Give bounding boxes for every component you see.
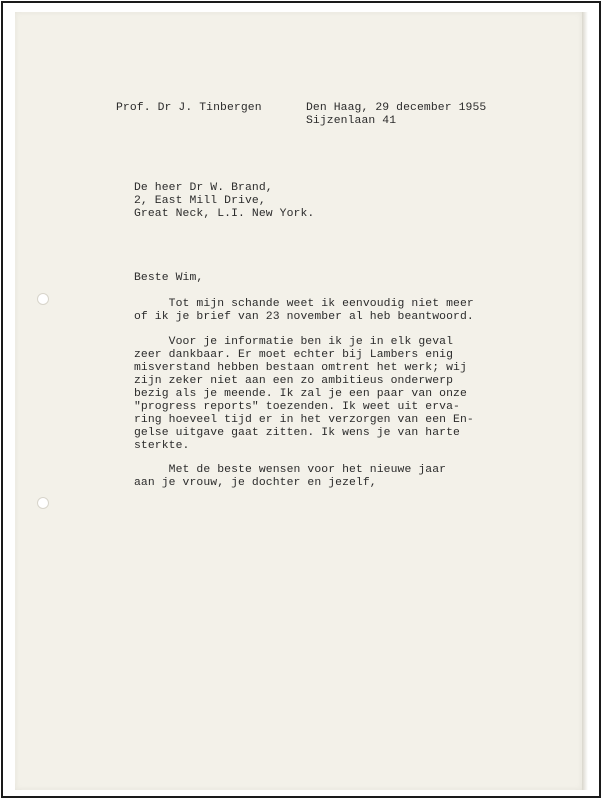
body-line: Met de beste wensen voor het nieuwe jaar [134,464,447,476]
salutation: Beste Wim, [134,272,204,284]
body-line: of ik je brief van 23 november al heb beantwoord. [134,311,474,323]
sender-address: Sijzenlaan 41 [306,115,397,127]
body-line: Tot mijn schande weet ik eenvoudig niet meer [134,298,474,310]
body-line: sterkte. [134,440,190,452]
sender-name: Prof. Dr J. Tinbergen [116,102,262,114]
recipient-line: De heer Dr W. Brand, [134,182,273,194]
body-line: zijn zeker niet aan een zo ambitieus onderwerp [134,375,454,387]
punch-hole-bottom [37,497,49,509]
body-line: bezig als je meende. Ik zal je een paar van onze [134,388,467,400]
punch-hole-top [37,293,49,305]
body-line: misverstand hebben bestaan omtrent het werk; wij [134,362,467,374]
paper-edge [582,12,588,790]
recipient-line: 2, East Mill Drive, [134,195,266,207]
body-line: Voor je informatie ben ik je in elk geval [134,336,454,348]
body-line: ring hoeveel tijd er in het verzorgen van een En- [134,414,474,426]
body-line: aan je vrouw, je dochter en jezelf, [134,477,377,489]
body-line: "progress reports" toezenden. Ik weet uit erva- [134,401,460,413]
place-date: Den Haag, 29 december 1955 [306,102,487,114]
body-line: gelse uitgave gaat zitten. Ik wens je van harte [134,427,460,439]
recipient-line: Great Neck, L.I. New York. [134,208,315,220]
body-line: zeer dankbaar. Er moet echter bij Lambers enig [134,349,454,361]
